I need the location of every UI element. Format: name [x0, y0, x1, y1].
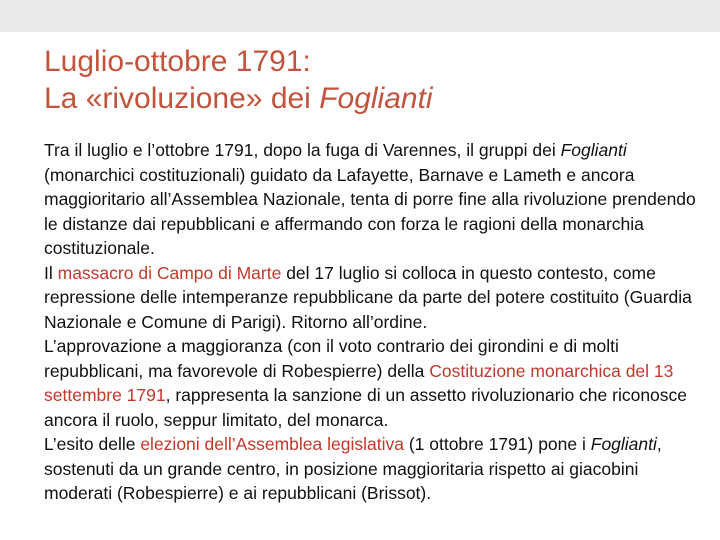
p2-highlight: massacro di Campo di Marte	[57, 262, 282, 283]
p3-highlight: Costituzione monarchica del 13 settembre 1791	[44, 360, 674, 405]
title-line-2	[44, 82, 433, 115]
p1-text-b: (monarchici costituzionali) guidato da Lafayette, Barnave e Lameth e ancora maggioritario all’Assemblea Nazionale, tenta di porre fine alla rivoluzione prendendo le distanze dai repubblicani e affermando con forza le ragioni della monarchia costituzionale.	[44, 164, 696, 258]
paragraph-3	[44, 334, 704, 432]
p4-italic: Foglianti	[590, 434, 657, 454]
title-line-2-italic: Foglianti	[319, 82, 433, 115]
p4-text-c: , sostenuti da un grande centro, in posizione maggioritaria rispetto ai giacobini moderati (Robespierre) e ai repubblicani (Brissot).	[44, 434, 662, 503]
title-line-1: Luglio-ottobre 1791:	[44, 45, 311, 78]
slide-top-band	[0, 0, 720, 32]
p1-text-a: Tra il luglio e l’ottobre 1791, dopo la fuga di Varennes, il gruppi dei	[44, 140, 561, 160]
p2-text-b: del 17 luglio si colloca in questo contesto, come repressione delle intemperanze repubblicane da parte del potere costituito (Guardia Nazionale e Comune di Parigi). Ritorno all’ordine.	[44, 262, 692, 332]
p3-text-a: L’approvazione a maggioranza (con il voto contrario dei girondini e di molti repubblicani, ma favorevole di Robespierre) della	[44, 336, 619, 381]
paragraph-1	[44, 138, 704, 261]
p2-text-a: Il	[44, 262, 58, 283]
p4-highlight: elezioni dell’Assemblea legislativa	[140, 434, 404, 454]
paragraph-4	[44, 432, 704, 506]
p4-text-a: L’esito delle	[44, 434, 141, 454]
title-line-2-prefix: La «rivoluzione» dei	[44, 82, 320, 115]
p1-italic: Foglianti	[560, 140, 627, 160]
slide-body	[44, 138, 704, 506]
p3-text-b: , rappresenta la sanzione di un assetto rivoluzionario che riconosce ancora il ruolo, seppur limitato, del monarca.	[44, 385, 688, 430]
p4-text-b: (1 ottobre 1791) pone i	[403, 434, 591, 454]
paragraph-2	[44, 261, 704, 335]
slide-title	[44, 43, 684, 117]
